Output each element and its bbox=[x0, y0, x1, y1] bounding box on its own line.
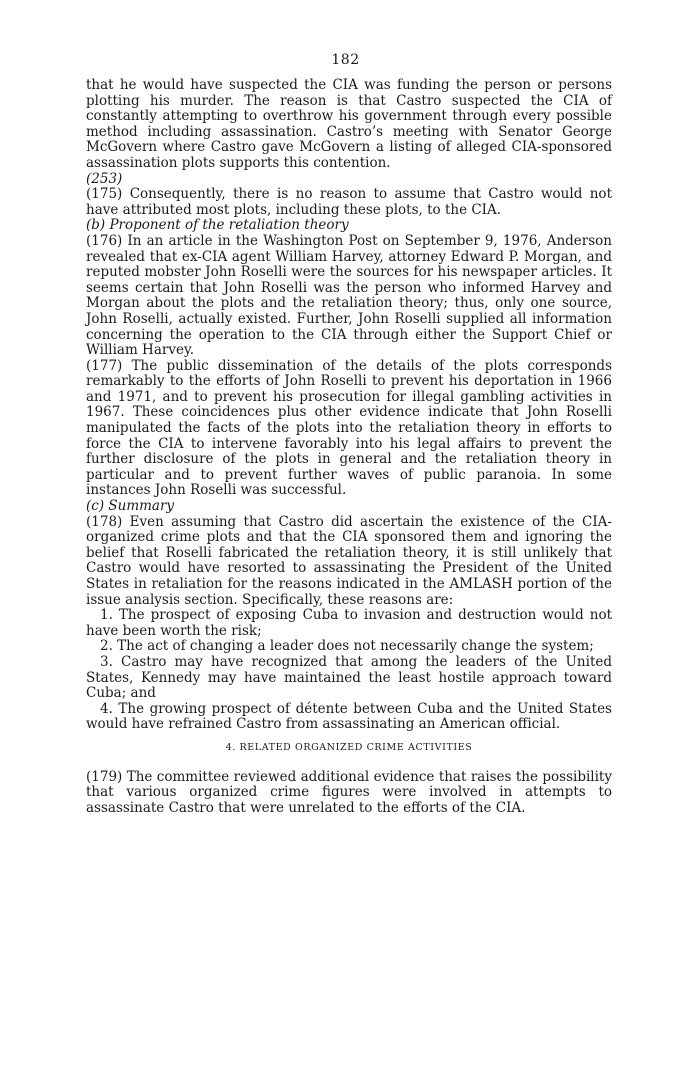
paragraph-177: (177) The public dissemination of the details of the plots corresponds remarkably to the efforts of John Roselli to prevent his deportation in 1966 and 1971, and to prevent his prosecution for illegal gambling activities in 1967. These coincidences plus other evidence indicate that John Roselli manipulated the facts of the plots into the retaliation theory in efforts to force the CIA to intervene favorably into his legal affairs to prevent the further disclosure of the plots in general and the retaliation theory in particular and to prevent further waves of public paranoia. In some instances John Roselli was successful. bbox=[86, 357, 612, 499]
paragraph-176: (176) In an article in the Washington Post on September 9, 1976, Anderson revealed that ex-CIA agent William Harvey, attorney Edward P. Morgan, and reputed mobster John Roselli were the sources for his newspaper articles. It seems certain that John Roselli was the person who informed Harvey and Morgan about the plots and the retaliation theory; thus, only one source, John Roselli, actually existed. Further, John Roselli supplied all information concerning the operation to the CIA through either the Support Chief or William Harvey. bbox=[86, 232, 612, 359]
reason-item: 2. The act of changing a leader does not necessarily change the system; bbox=[100, 638, 594, 655]
paragraph-continuation: that he would have suspected the CIA was funding the person or persons plotting his murder. The reason is that Castro suspected the CIA of constantly attempting to overthrow his government through every possible method including assassination. Castro’s meeting with Senator George McGovern where Castro gave McGovern a listing of alleged CIA-sponsored assassination plots supports this contention. bbox=[86, 77, 612, 171]
paragraph-179: (179) The committee reviewed additional evidence that raises the possibility that various organized crime figures were involved in attempts to assassinate Castro that were unrelated to the efforts of the CIA. bbox=[86, 768, 612, 816]
footnote-reference: (253) bbox=[86, 170, 123, 187]
reason-item: 4. The growing prospect of détente between Cuba and the United States would have refrained Castro from assassinating an American official. bbox=[86, 700, 612, 733]
reason-item: 1. The prospect of exposing Cuba to invasion and destruction would not have been worth the risk; bbox=[86, 607, 612, 639]
subhead-retaliation-theory: (b) Proponent of the retaliation theory bbox=[86, 217, 349, 234]
subhead-summary: (c) Summary bbox=[86, 498, 175, 515]
paragraph-175: (175) Consequently, there is no reason to assume that Castro would not have attributed most plots, including these plots, to the CIA. bbox=[86, 186, 612, 218]
page-number: 182 bbox=[331, 52, 360, 68]
paragraph-178: (178) Even assuming that Castro did ascertain the existence of the CIA-organized crime plots and that the CIA sponsored them and ignoring the belief that Roselli fabricated the retaliation theory, it is still unlikely that Castro would have resorted to assassinating the President of the United States in retaliation for the reasons indicated in the AMLASH portion of the issue analysis section. Specifically, these reasons are: bbox=[86, 513, 612, 608]
page-body bbox=[86, 78, 612, 816]
section-heading: 4. RELATED ORGANIZED CRIME ACTIVITIES bbox=[225, 741, 473, 753]
reason-item: 3. Castro may have recognized that among the leaders of the United States, Kennedy may have maintained the least hostile approach toward Cuba; and bbox=[86, 653, 612, 702]
